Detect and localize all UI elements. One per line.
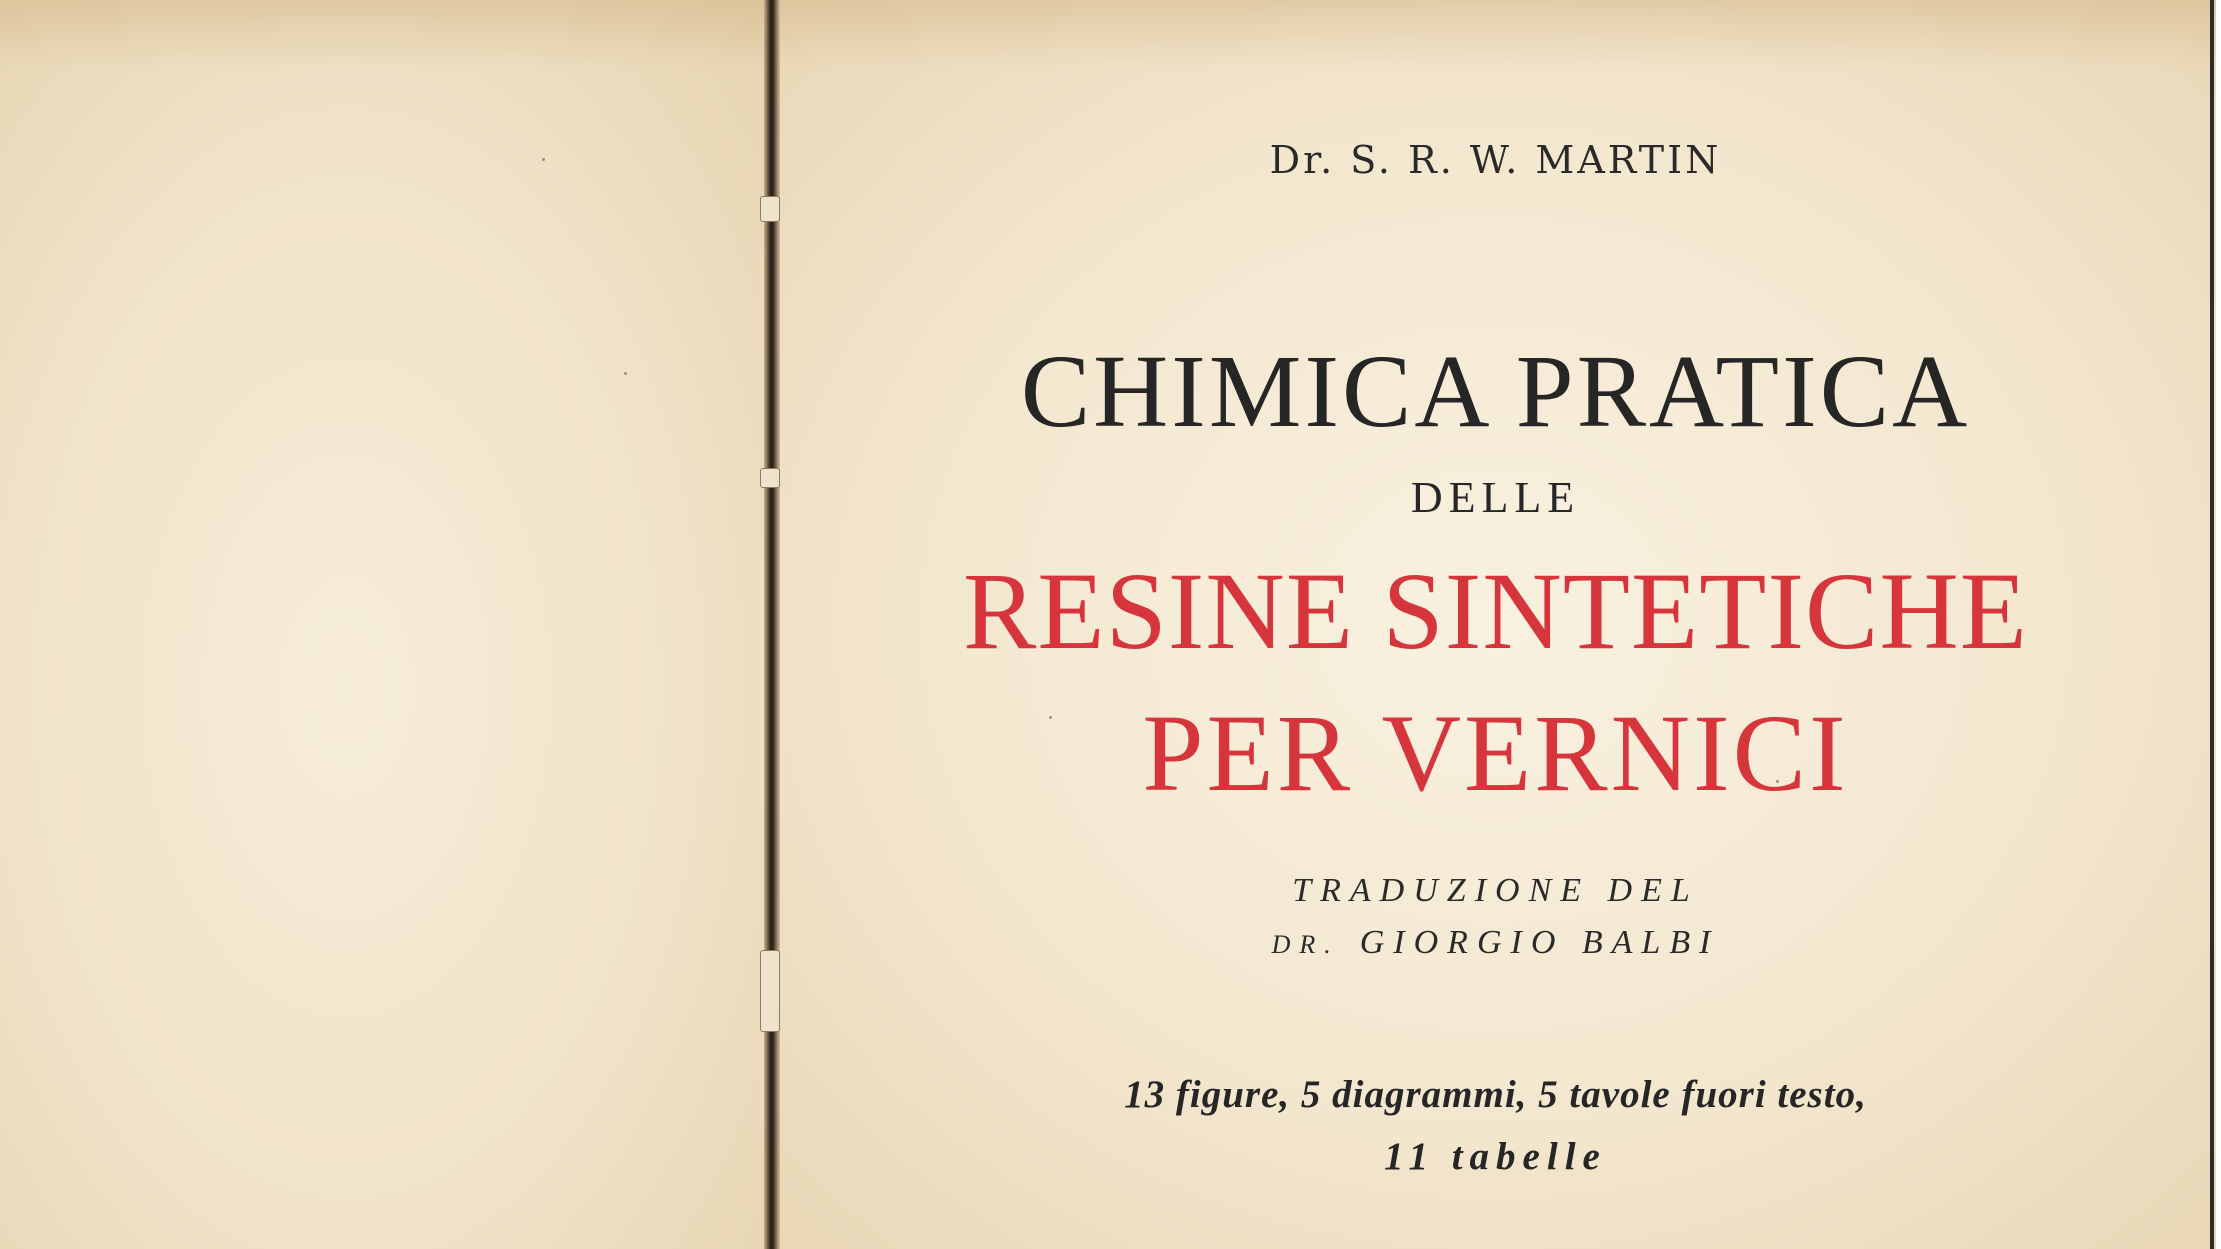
paper-speck [542, 158, 545, 161]
paper-speck [624, 372, 627, 375]
translator-prefix: DR. [1271, 930, 1340, 959]
title-line-2: DELLE [1410, 473, 1581, 522]
binding-stitch [760, 196, 780, 222]
title-line-3: RESINE SINTETICHE [963, 550, 2028, 672]
contents-summary-line-1: 13 figure, 5 diagrammi, 5 tavole fuori testo, [1124, 1073, 1867, 1116]
translation-line: TRADUZIONE DEL [1292, 872, 1699, 909]
translator-line [775, 924, 2216, 962]
translator-name: GIORGIO BALBI [1359, 924, 1720, 961]
title-line-4: PER VERNICI [1142, 692, 1849, 814]
left-page [0, 0, 770, 1249]
author-name: Dr. S. R. W. MARTIN [1269, 138, 1722, 182]
title-line-1: CHIMICA PRATICA [1020, 334, 1971, 449]
binding-stitch [760, 950, 780, 1032]
page-top-shading [0, 0, 2216, 70]
contents-summary-line-2: 11 tabelle [1384, 1135, 1607, 1178]
